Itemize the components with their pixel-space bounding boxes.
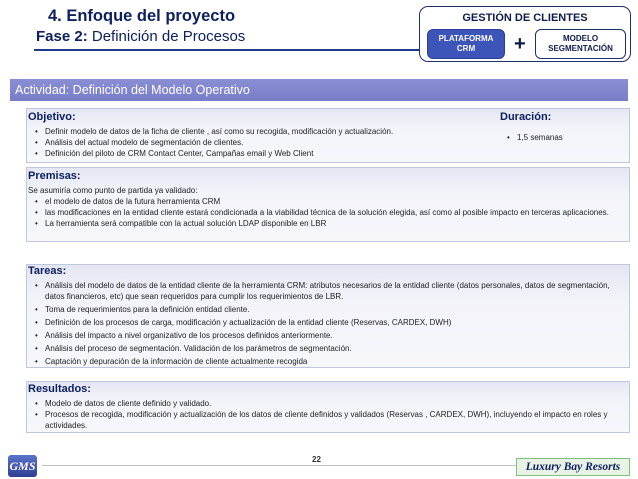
duracion-list [500, 132, 620, 143]
crm-platform-label: PLATAFORMA CRM [438, 34, 494, 53]
premisas-heading: Premisas: [28, 170, 81, 182]
resultados-list [28, 398, 618, 431]
header-diagram [419, 6, 631, 62]
duracion-heading: Duración: [500, 111, 552, 123]
segmentation-model-label: MODELO SEGMENTACIÓN [548, 34, 613, 53]
premisas-section [28, 170, 612, 229]
resultados-section [28, 383, 618, 431]
list-item: • Captación y depuración de la información de cliente actualmente recogida [28, 356, 613, 367]
title-divider [34, 49, 422, 51]
list-item: • Definición de los procesos de carga, modificación y actualización de la entidad cliente (Reservas, CARDEX, DWH) [28, 317, 613, 328]
list-item: • las modificaciones en la entidad cliente estará condicionada a la viabilidad técnica de la solución elegida, así como al posible impacto en terceras aplicaciones. [28, 207, 612, 218]
list-item: • Definición del piloto de CRM Contact Center, Campañas email y Web Client [28, 148, 488, 159]
objetivo-list [28, 126, 488, 159]
objetivo-heading: Objetivo: [28, 111, 76, 123]
plus-sign: + [514, 33, 526, 55]
list-item: • Definir modelo de datos de la ficha de cliente , así como su recogida, modificación y actualización. [28, 126, 488, 137]
list-item: • Modelo de datos de cliente definido y validado. [28, 398, 618, 409]
duracion-section [500, 111, 620, 143]
tareas-section [28, 265, 613, 369]
list-item: • Procesos de recogida, modificación y actualización de los datos de cliente definidos y validados (Reservas , CARDEX, DWH), incluyendo el impacto en roles y actividades. [28, 409, 618, 431]
brand-logo: Luxury Bay Resorts [516, 458, 630, 476]
header-diagram-title: GESTIÓN DE CLIENTES [462, 12, 588, 24]
page-subtitle [36, 28, 245, 45]
list-item: • Análisis del actual modelo de segmentación de clientes. [28, 137, 488, 148]
tareas-heading: Tareas: [28, 265, 67, 277]
list-item: • Análisis del proceso de segmentación. Validación de los parámetros de segmentación. [28, 343, 613, 354]
gms-logo: GMS [8, 455, 37, 477]
page-title: 4. Enfoque del proyecto [48, 7, 236, 25]
crm-platform-pill [427, 29, 505, 59]
list-item: • Toma de requerimientos para la definición entidad cliente. [28, 304, 613, 315]
objetivo-section [28, 111, 488, 159]
footer-divider [42, 465, 524, 466]
phase-label: Fase 2: [36, 28, 88, 45]
premisas-intro: Se asumiría como punto de partida ya validado: [28, 186, 198, 195]
list-item: • el modelo de datos de la futura herramienta CRM [28, 196, 612, 207]
activity-band: Actividad: Definición del Modelo Operativo [10, 79, 628, 101]
phase-name: Definición de Procesos [87, 28, 246, 45]
segmentation-model-pill [535, 29, 626, 59]
list-item: • 1,5 semanas [500, 132, 620, 143]
list-item: • Análisis del impacto a nivel organizativo de los procesos definidos anteriormente. [28, 330, 613, 341]
resultados-heading: Resultados: [28, 383, 91, 395]
tareas-list [28, 280, 613, 367]
list-item: • La herramienta será compatible con la actual solución LDAP disponible en LBR [28, 218, 612, 229]
list-item: • Análisis del modelo de datos de la entidad cliente de la herramienta CRM: atributos necesarios de la entidad cliente (datos personales, datos de segmentación, datos financieros, etc) que sean requeridos para cumplir los requerimientos de LBR. [28, 280, 613, 302]
premisas-list [28, 196, 612, 229]
page-number: 22 [312, 455, 321, 464]
